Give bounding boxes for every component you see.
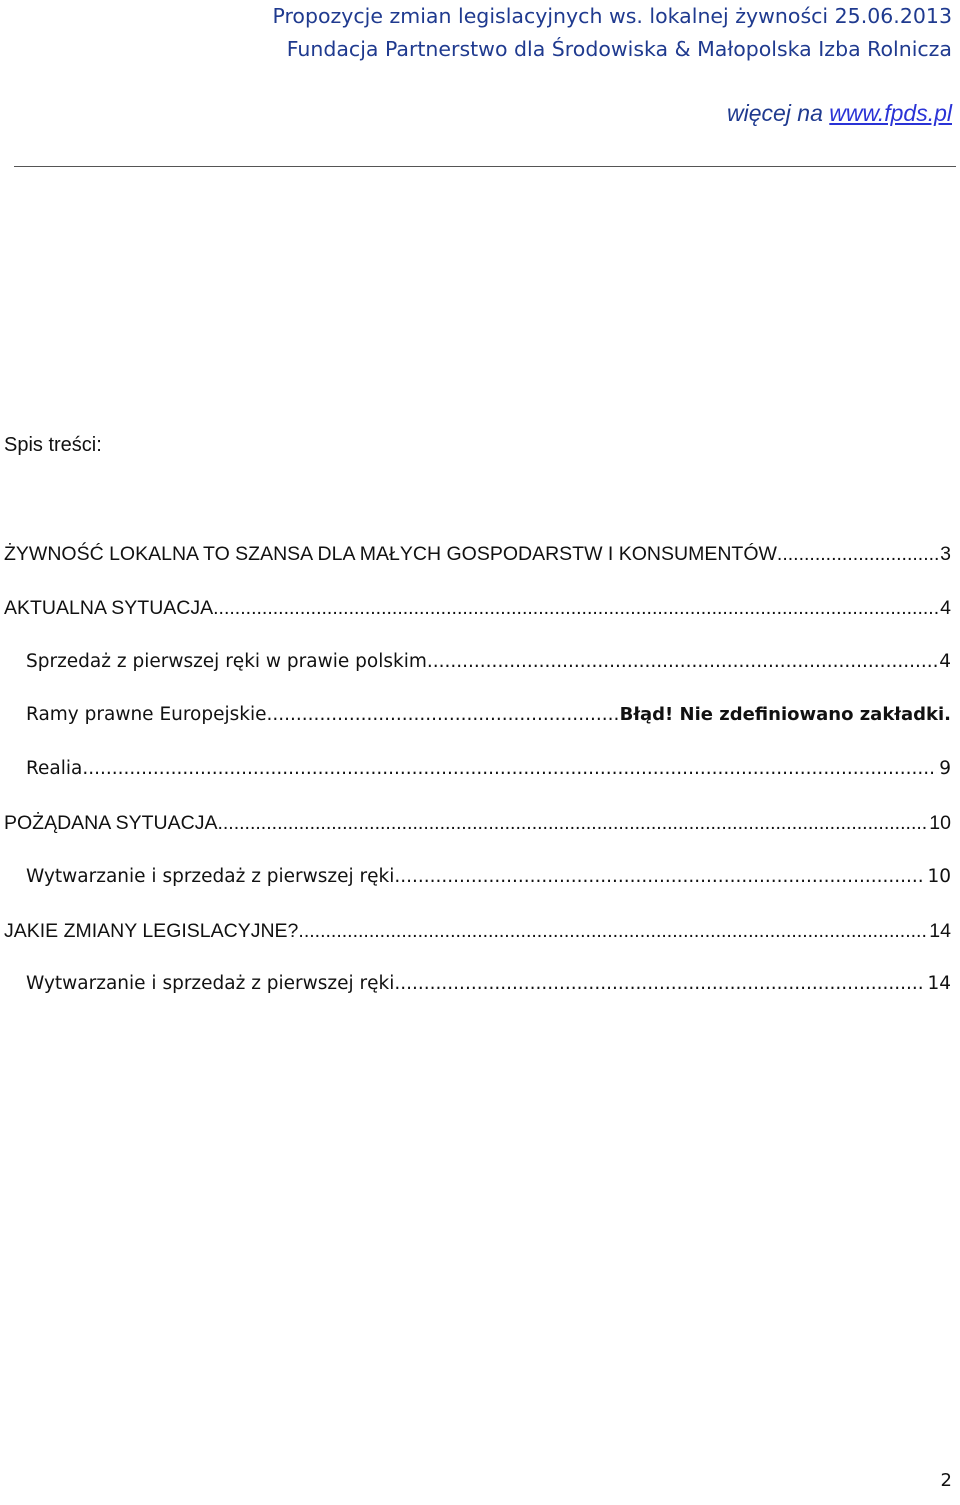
toc-entry-page: 10 (927, 865, 951, 887)
table-of-contents (4, 540, 951, 1024)
more-info-line (727, 100, 952, 127)
toc-entry-text: AKTUALNA SYTUACJA (4, 596, 214, 619)
header-divider (14, 166, 956, 167)
toc-entry[interactable] (4, 540, 951, 594)
toc-entry[interactable] (4, 755, 951, 809)
toc-entry-page: 10 (929, 811, 951, 834)
toc-entry-error: Błąd! Nie zdefiniowano zakładki. (619, 704, 951, 726)
toc-entry-text: Ramy prawne Europejskie (26, 704, 267, 726)
website-link[interactable]: www.fpds.pl (829, 100, 952, 126)
toc-entry-page: 4 (940, 596, 951, 619)
page-number: 2 (940, 1470, 952, 1491)
toc-entry-page: 14 (929, 919, 951, 942)
more-info-prefix: więcej na (727, 100, 830, 126)
toc-entry-text: Realia (26, 758, 83, 780)
toc-leader-dots (394, 863, 925, 891)
toc-entry-text: Wytwarzanie i sprzedaż z pierwszej ręki (26, 973, 395, 995)
toc-entry[interactable] (4, 970, 951, 1024)
toc-entry-text: Sprzedaż z pierwszej ręki w prawie polskim (26, 650, 427, 672)
toc-entry-page: 9 (939, 758, 951, 780)
toc-leader-dots (777, 540, 938, 568)
header-title: Propozycje zmian legislacyjnych ws. lokalnej żywności 25.06.2013 (272, 4, 952, 28)
toc-entry-text: ŻYWNOŚĆ LOKALNA TO SZANSA DLA MAŁYCH GOSPODARSTW I KONSUMENTÓW (4, 543, 777, 565)
toc-entry[interactable] (4, 701, 951, 755)
toc-title: Spis treści: (4, 434, 102, 456)
toc-leader-dots (427, 648, 937, 676)
toc-entry[interactable] (4, 917, 951, 971)
toc-entry-text: Wytwarzanie i sprzedaż z pierwszej ręki (26, 865, 395, 887)
toc-leader-dots (213, 594, 938, 622)
toc-leader-dots (217, 809, 927, 837)
page-header (0, 0, 952, 66)
toc-leader-dots (298, 917, 927, 945)
header-organizations: Fundacja Partnerstwo dla Środowiska & Małopolska Izba Rolnicza (286, 37, 952, 61)
toc-entry-page: 14 (927, 973, 951, 995)
toc-entry[interactable] (4, 648, 951, 702)
toc-entry-text: JAKIE ZMIANY LEGISLACYJNE? (4, 919, 299, 942)
toc-entry[interactable] (4, 809, 951, 863)
toc-leader-dots (267, 701, 618, 729)
toc-entry[interactable] (4, 863, 951, 917)
toc-entry-text: POŻĄDANA SYTUACJA (4, 811, 218, 834)
toc-leader-dots (394, 970, 925, 998)
toc-leader-dots (82, 755, 937, 783)
toc-entry[interactable] (4, 594, 951, 648)
toc-entry-page: 3 (940, 543, 951, 565)
toc-entry-page: 4 (939, 650, 951, 672)
